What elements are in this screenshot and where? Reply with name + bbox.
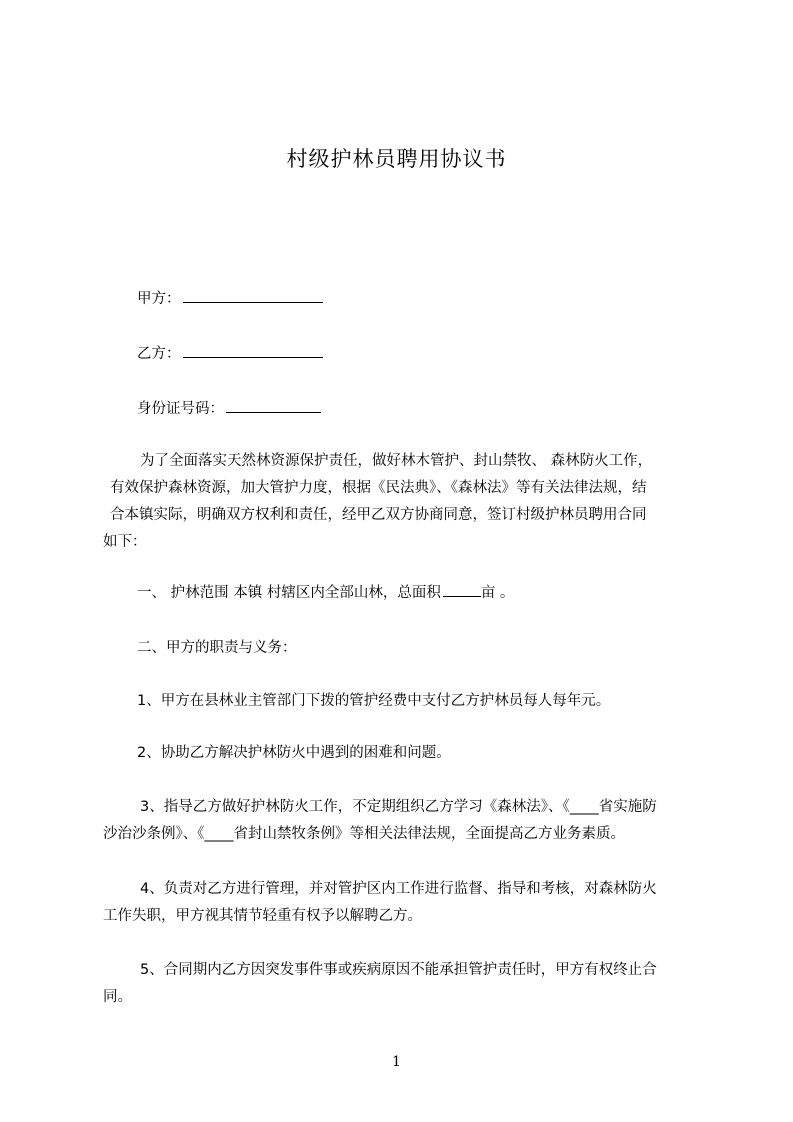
id-number-blank	[226, 397, 321, 413]
section-1-unit: 亩 。	[480, 585, 515, 601]
intro-line-1: 为了全面落实天然林资源保护责任，做好林木管护、封山禁牧、 森林防火工作，	[140, 453, 653, 469]
page-number: 1	[392, 1054, 401, 1070]
intro-line-4: 如下：	[103, 534, 147, 550]
item-4-line-2: 工作失职，甲方视其情节轻重有权予以解聘乙方。	[103, 908, 422, 924]
party-a-blank	[183, 287, 323, 303]
party-a-label: 甲方：	[137, 291, 181, 307]
id-number-line	[137, 396, 321, 423]
section-1-text: 一、 护林范围 本镇 村辖区内全部山林，总面积	[137, 585, 441, 601]
party-b-blank	[183, 342, 323, 358]
party-a-line	[137, 286, 323, 313]
party-b-label: 乙方：	[137, 346, 181, 362]
intro-line-3: 合本镇实际，明确双方权利和责任，经甲乙双方协商同意，签订村级护林员聘用合同	[110, 507, 647, 523]
item-3-line-1: 3、指导乙方做好护林防火工作，不定期组织乙方学习《森林法》、《____省实施防	[140, 799, 657, 815]
item-5-line-2: 同。	[103, 989, 132, 1005]
party-b-line	[137, 341, 323, 368]
item-4-line-1: 4、负责对乙方进行管理，并对管护区内工作进行监督、指导和考核，对森林防火	[140, 881, 657, 897]
item-5-line-1: 5、合同期内乙方因突发事件事或疾病原因不能承担管护责任时，甲方有权终止合	[140, 962, 657, 978]
area-blank	[443, 581, 481, 597]
section-1	[137, 580, 514, 607]
section-2-heading: 二、甲方的职责与义务：	[137, 640, 297, 656]
item-3-line-2: 沙治沙条例》、《____省封山禁牧条例》等相关法律法规，全面提高乙方业务素质。	[103, 826, 625, 842]
intro-line-2: 有效保护森林资源，加大管护力度，根据《民法典》、《森林法》等有关法律法规，结	[110, 480, 647, 496]
item-1: 1、甲方在县林业主管部门下拨的管护经费中支付乙方护林员每人每年元。	[137, 693, 611, 709]
document-title: 村级护林员聘用协议书	[286, 147, 507, 171]
item-2: 2、协助乙方解决护林防火中遇到的困难和问题。	[137, 745, 451, 761]
id-number-label: 身份证号码：	[137, 401, 224, 417]
